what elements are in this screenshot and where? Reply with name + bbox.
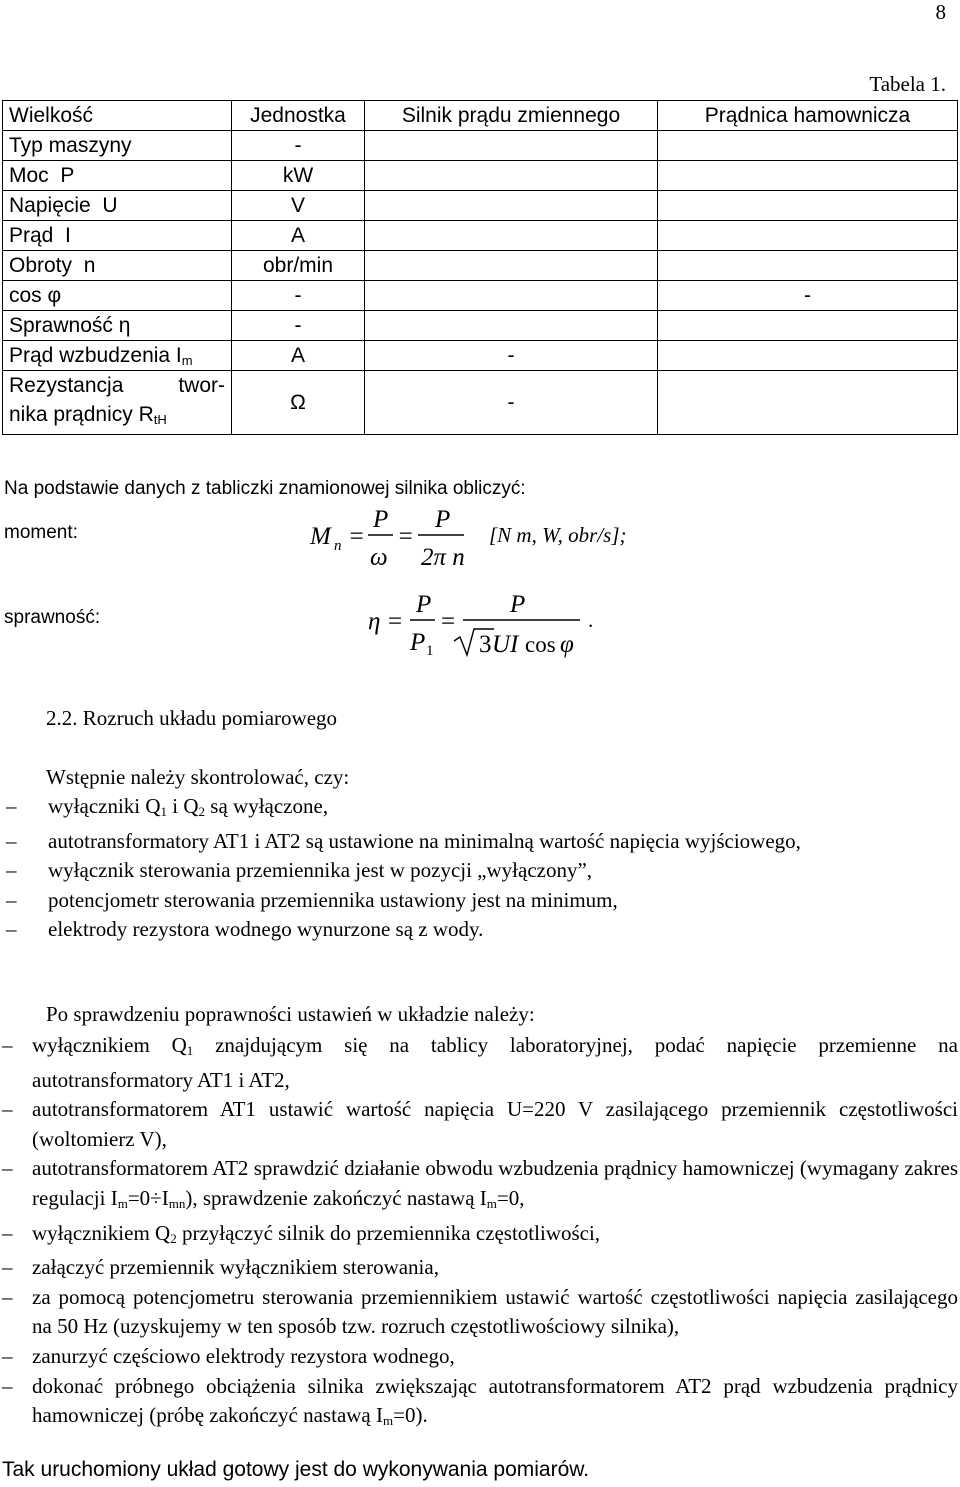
cell-motor bbox=[365, 281, 658, 311]
cell-quantity: Moc P bbox=[3, 161, 232, 191]
dash-bullet: – bbox=[2, 1284, 13, 1309]
cell-unit: - bbox=[232, 131, 365, 161]
moment-frac1-denominator: ω bbox=[370, 544, 388, 571]
quantity-line-2-text: nika prądnicy R bbox=[9, 403, 154, 426]
efficiency-equals-1: = bbox=[388, 608, 403, 635]
efficiency-frac2-den-cos: cos bbox=[525, 632, 556, 657]
cell-motor bbox=[365, 131, 658, 161]
header-unit: Jednostka bbox=[232, 101, 365, 131]
efficiency-end-dot: . bbox=[588, 608, 594, 632]
cell-quantity: Sprawność η bbox=[3, 311, 232, 341]
cell-motor: - bbox=[365, 341, 658, 371]
subscript: 2 bbox=[170, 1230, 177, 1246]
list-item bbox=[4, 792, 956, 827]
list-item-text: elektrody rezystora wodnego wynurzone są z wody. bbox=[48, 917, 484, 942]
efficiency-equals-2: = bbox=[441, 608, 456, 635]
list-item-text: wyłączniki Q bbox=[48, 794, 161, 818]
page-number: 8 bbox=[935, 0, 946, 24]
table-row bbox=[3, 251, 958, 281]
cell-quantity: Obroty n bbox=[3, 251, 232, 281]
moment-lhs-subscript: n bbox=[334, 538, 342, 554]
dash-bullet: – bbox=[2, 1097, 13, 1122]
quantity-word-2: twor- bbox=[178, 374, 225, 397]
efficiency-lhs: η bbox=[368, 608, 381, 635]
list-item-text: i Q bbox=[167, 794, 199, 818]
moment-equals-1: = bbox=[348, 523, 365, 550]
table-caption: Tabela 1. bbox=[869, 72, 946, 96]
table-row bbox=[3, 281, 958, 311]
list-item-text: za pomocą potencjometru sterowania przemiennikiem ustawić wartość częstotliwości napięcia zasilającego na 50 Hz (uzyskujemy w ten sposób tzw. rozruch częstotliwościowy silnika), bbox=[32, 1284, 958, 1339]
list-item-text: są wyłączone, bbox=[205, 794, 329, 818]
dash-bullet: – bbox=[6, 858, 17, 883]
list-item bbox=[4, 886, 956, 916]
cell-generator bbox=[658, 221, 958, 251]
list-item bbox=[4, 915, 956, 945]
table-row bbox=[3, 341, 958, 371]
subscript: 2 bbox=[198, 804, 206, 819]
cell-unit: A bbox=[232, 221, 365, 251]
subscript: m bbox=[486, 1195, 497, 1211]
header-generator: Prądnica hamownicza bbox=[658, 101, 958, 131]
moment-frac2-numerator: P bbox=[435, 506, 451, 533]
list-item bbox=[2, 1095, 958, 1154]
dash-bullet: – bbox=[6, 828, 17, 853]
cell-unit: obr/min bbox=[232, 251, 365, 281]
table-row bbox=[3, 191, 958, 221]
efficiency-formula bbox=[360, 585, 620, 665]
subscript: 1 bbox=[186, 1043, 194, 1058]
cell-generator bbox=[658, 371, 958, 435]
efficiency-frac2-den-ui: UI bbox=[492, 631, 519, 658]
cell-unit: kW bbox=[232, 161, 365, 191]
list-item-text: wyłącznik sterowania przemiennika jest w pozycji „wyłączony”, bbox=[48, 858, 593, 883]
cell-motor bbox=[365, 221, 658, 251]
cell-motor: - bbox=[365, 371, 658, 435]
list-item-text: autotransformatorem AT2 sprawdzić działanie obwodu wzbudzenia prądnicy hamowniczej (wymagany zakres regulacji I bbox=[32, 1156, 958, 1210]
list-item-text: =0÷I bbox=[127, 1185, 169, 1210]
efficiency-label: sprawność: bbox=[4, 607, 101, 628]
list-item bbox=[2, 1154, 958, 1218]
list2-intro: Po sprawdzeniu poprawności ustawień w układzie należy: bbox=[46, 1002, 535, 1026]
subscript: m bbox=[383, 1413, 394, 1429]
cell-quantity: Prąd I bbox=[3, 221, 232, 251]
moment-frac2-denominator: 2π n bbox=[421, 544, 465, 571]
cell-generator bbox=[658, 311, 958, 341]
cell-motor bbox=[365, 251, 658, 281]
list-item bbox=[4, 856, 956, 886]
specification-table bbox=[2, 100, 958, 435]
dash-bullet: – bbox=[2, 1343, 13, 1368]
dash-bullet: – bbox=[2, 1220, 13, 1245]
efficiency-frac2-numerator: P bbox=[510, 591, 526, 618]
moment-units: [N m, W, obr/s]; bbox=[489, 523, 627, 547]
efficiency-frac2-den-3: 3 bbox=[479, 631, 492, 658]
closing-sentence: Tak uruchomiony układ gotowy jest do wykonywania pomiarów. bbox=[2, 1458, 590, 1481]
list-item bbox=[2, 1372, 958, 1436]
moment-equals-2: = bbox=[397, 523, 414, 550]
quantity-word-1: Rezystancja bbox=[9, 374, 124, 397]
cell-quantity: Typ maszyny bbox=[3, 131, 232, 161]
list-item-text: wyłącznikiem Q bbox=[32, 1033, 187, 1057]
list-item bbox=[2, 1283, 958, 1342]
list-item bbox=[2, 1342, 958, 1372]
header-motor: Silnik prądu zmiennego bbox=[365, 101, 658, 131]
list-item-text: =0). bbox=[393, 1403, 428, 1428]
check-list bbox=[4, 792, 956, 945]
list-item-text: =0, bbox=[496, 1185, 525, 1210]
header-quantity: Wielkość bbox=[3, 101, 232, 131]
dash-bullet: – bbox=[2, 1373, 13, 1398]
cell-generator bbox=[658, 131, 958, 161]
cell-generator bbox=[658, 341, 958, 371]
table-header-row bbox=[3, 101, 958, 131]
subscript: mn bbox=[168, 1195, 186, 1211]
cell-motor bbox=[365, 311, 658, 341]
dash-bullet: – bbox=[2, 1033, 13, 1057]
efficiency-frac2-den-phi: φ bbox=[560, 631, 574, 658]
list-item-text: dokonać próbnego obciążenia silnika zwiększając autotransformatorem AT2 prąd wzbudzenia prądnicy hamowniczej (próbę zakończyć nastawą I bbox=[32, 1373, 958, 1428]
cell-quantity: cos φ bbox=[3, 281, 232, 311]
moment-lhs: M bbox=[310, 523, 331, 550]
list-item bbox=[4, 827, 956, 857]
dash-bullet: – bbox=[6, 794, 17, 818]
cell-unit: V bbox=[232, 191, 365, 221]
cell-unit: A bbox=[232, 341, 365, 371]
subscript: m bbox=[117, 1195, 128, 1211]
dash-bullet: – bbox=[2, 1156, 13, 1181]
list-item-text: ), sprawdzenie zakończyć nastawą I bbox=[185, 1185, 487, 1210]
quantity-label bbox=[9, 371, 225, 434]
cell-generator bbox=[658, 191, 958, 221]
moment-label: moment: bbox=[4, 522, 78, 543]
cell-generator: - bbox=[658, 281, 958, 311]
list-item-text: załączyć przemiennik wyłącznikiem sterowania, bbox=[32, 1255, 439, 1280]
list-item-text: zanurzyć częściowo elektrody rezystora wodnego, bbox=[32, 1343, 455, 1368]
efficiency-frac1-den-subscript: 1 bbox=[426, 643, 434, 659]
table-row bbox=[3, 371, 958, 435]
quantity-text: Prąd wzbudzenia I bbox=[9, 343, 182, 367]
efficiency-frac1-denominator: P bbox=[410, 629, 426, 656]
quantity-line-1 bbox=[9, 371, 225, 400]
table-row bbox=[3, 311, 958, 341]
moment-frac1-numerator: P bbox=[373, 506, 389, 533]
cell-quantity bbox=[3, 371, 232, 435]
quantity-subscript: tH bbox=[153, 412, 167, 427]
moment-formula bbox=[290, 500, 690, 580]
cell-quantity bbox=[3, 341, 232, 371]
quantity-subscript: m bbox=[181, 352, 193, 368]
cell-quantity: Napięcie U bbox=[3, 191, 232, 221]
table-row bbox=[3, 221, 958, 251]
cell-generator bbox=[658, 251, 958, 281]
efficiency-frac1-numerator: P bbox=[416, 591, 432, 618]
table-row bbox=[3, 161, 958, 191]
list-item-text: znajdującym się na tablicy laboratoryjnej, podać napięcie przemienne na autotransformatory AT1 i AT2, bbox=[32, 1033, 958, 1092]
list-item-text: przyłączyć silnik do przemiennika częstotliwości, bbox=[176, 1220, 601, 1245]
cell-generator bbox=[658, 161, 958, 191]
cell-unit: - bbox=[232, 281, 365, 311]
cell-motor bbox=[365, 191, 658, 221]
list-item bbox=[2, 1253, 958, 1283]
dash-bullet: – bbox=[6, 917, 17, 942]
procedure-list bbox=[2, 1031, 958, 1436]
list-item-text: potencjometr sterowania przemiennika ustawiony jest na minimum, bbox=[48, 887, 618, 912]
list-item bbox=[2, 1031, 958, 1095]
section-title: 2.2. Rozruch układu pomiarowego bbox=[46, 706, 338, 730]
dash-bullet: – bbox=[2, 1255, 13, 1280]
cell-unit: - bbox=[232, 311, 365, 341]
list-item-text: autotransformatory AT1 i AT2 są ustawione na minimalną wartość napięcia wyjściowego, bbox=[48, 828, 801, 853]
list-item bbox=[2, 1219, 958, 1254]
subscript: 1 bbox=[160, 804, 168, 819]
cell-unit: Ω bbox=[232, 371, 365, 435]
cell-motor bbox=[365, 161, 658, 191]
dash-bullet: – bbox=[6, 887, 17, 912]
list1-intro: Wstępnie należy skontrolować, czy: bbox=[46, 765, 350, 789]
formulas-intro: Na podstawie danych z tabliczki znamionowej silnika obliczyć: bbox=[4, 478, 526, 499]
list-item-text: wyłącznikiem Q bbox=[32, 1220, 171, 1245]
table-row bbox=[3, 131, 958, 161]
quantity-line-2 bbox=[9, 400, 225, 434]
list-item-text: autotransformatorem AT1 ustawić wartość napięcia U=220 V zasilającego przemiennik częstotliwości (woltomierz V), bbox=[32, 1097, 958, 1151]
